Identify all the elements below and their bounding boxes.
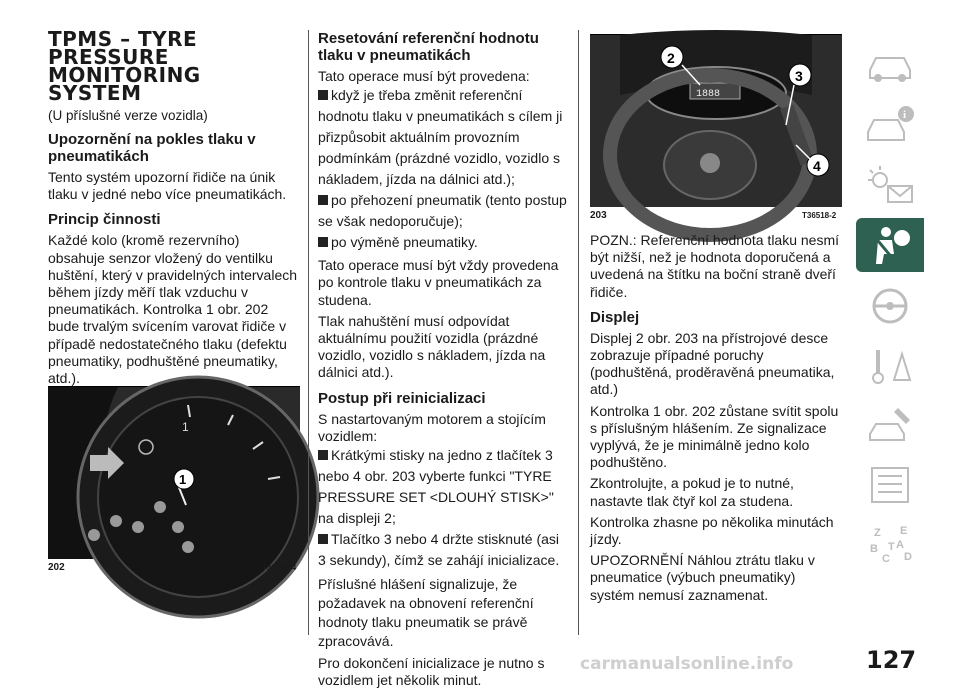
paragraph-principle: Každé kolo (kromě rezervního) obsahuje senzor vložený do ventilku huštění, který v pravidelných intervalech během jízdy měří tlak vzduchu v pneumatikách. Kontrolka 1 obr. 202 bude trvalým svícením varovat řidiče v případě nedostatečného tlaku (defektu pneumatiky, podhuštěné pneumatiky, atd.). [48,232,298,387]
figure-203-code: T36518-2 [802,211,837,220]
section-heading-warning: Upozornění na pokles tlaku v pneumatikách [48,131,256,165]
figure-202-instrument-cluster [48,386,300,558]
paragraph-note: POZN.: Referenční hodnota tlaku nesmí být nižší, než je hodnota doporučená a uvedená na štítku na boční straně dveří řidiče. [590,232,840,300]
car-icon [864,44,916,86]
paragraph-cold-check: Tato operace musí být vždy provedena po kontrole tlaku v pneumatikách za studena. [318,257,559,308]
paragraph-pressure-usage: Tlak nahuštění musí odpovídat aktuálnímu použití vozidla (prázdné vozidlo, vozidlo s nákladem, jízda na dálnici atd.). [318,312,546,381]
paragraph-check: Zkontrolujte, a pokud je to nutné, nastavte tlak čtyř kol za studena. [590,475,794,509]
svg-text:1888: 1888 [696,89,721,100]
paragraph-indicator: Kontrolka 1 obr. 202 zůstane svítit spolu s příslušným hlášením. Ze signalizace vyplývá, že je minimálně jedno kolo podhuštěno. [590,402,839,471]
cluster-illustration [48,387,300,559]
page-title: TPMS – TYRE PRESSURE MONITORING SYSTEM [48,27,201,105]
svg-text:A: A [896,539,904,551]
tab-maintenance-icon[interactable] [856,398,924,452]
figure-203-steering-wheel [590,34,842,206]
tab-steering-wheel-icon[interactable] [856,278,924,332]
svg-text:E: E [900,525,908,537]
section-heading-procedure: Postup při reinicializaci [318,389,486,407]
column-2 [318,30,568,689]
bullet-square-icon [318,450,328,460]
paragraph-start: S nastartovaným motorem a stojícím vozidlem: [318,410,546,444]
paragraph-operation: Tato operace musí být provedena: [318,68,530,84]
svg-text:D: D [904,551,912,563]
column-divider [578,30,579,635]
tab-emergency-tools-icon[interactable] [856,338,924,392]
chapter-tabs [856,38,926,578]
tab-car-icon[interactable] [856,38,924,92]
car-info-icon [864,104,916,146]
bullet-square-icon [318,534,328,544]
figure-203-caption: 203 [590,210,607,221]
figure-marker-4: 4 [813,158,821,174]
section-heading-reset: Resetování referenční hodnotu tlaku v pneumatikách [318,30,539,64]
paragraph-light-off: Kontrolka zhasne po několika minutách jízdy. [590,513,834,548]
svg-text:T: T [888,541,895,553]
paragraph-message: Příslušné hlášení signalizuje, že požadavek na obnovení referenční hodnoty tlaku pneumatik se právě zpracovává. [318,576,534,650]
bullet-item: Krátkými stisky na jedno z tlačítek 3 nebo 4 obr. 203 vyberte funkci "TYRE PRESSURE SET <DLOUHÝ STISK>" na displeji 2; [318,447,554,527]
column-3 [590,232,842,604]
bullet-item: když je třeba změnit referenční hodnotu tlaku v pneumatikách s cílem ji přizpůsobit aktuálním provozním podmínkám (prázdné vozidlo, vozidlo s nákladem, jízda na dálnici atd.); [318,87,563,188]
bullet-square-icon [318,195,328,205]
paragraph-display: Displej 2 obr. 203 na přístrojové desce zobrazuje případné poruchy (podhuštěná, proděravěná pneumatika, atd.) [590,329,835,398]
specs-icon [864,464,916,506]
steering-wheel-icon [864,284,916,326]
section-heading-principle: Princip činnosti [48,211,161,229]
tab-safety-airbag-icon[interactable] [856,218,924,272]
column-1 [48,27,300,387]
bullet-item: po přehození pneumatik (tento postup se však nedoporučuje); [318,192,567,230]
tab-car-info-icon[interactable] [856,98,924,152]
warning-lights-icon [864,164,916,206]
bullet-square-icon [318,90,328,100]
bullet-square-icon [318,237,328,247]
index-icon [864,524,916,566]
page-number: 127 [866,646,917,674]
paragraph-finish: Pro dokončení inicializace je nutno s vozidlem jet několik minut. [318,655,545,689]
steering-wheel-illustration [590,35,842,207]
subtitle: (U příslušné verze vozidla) [48,108,208,123]
svg-text:Z: Z [874,527,881,539]
safety-airbag-icon [864,224,916,266]
tab-specs-icon[interactable] [856,458,924,512]
bullet-item: po výměně pneumatiky. [318,232,568,253]
maintenance-icon [864,404,916,446]
figure-marker-3: 3 [795,68,803,84]
tab-warning-lights-icon[interactable] [856,158,924,212]
section-heading-display: Displej [590,308,640,326]
figure-marker-2: 2 [667,50,675,66]
tab-index-icon[interactable] [856,518,924,572]
svg-text:i: i [903,109,907,121]
svg-text:1: 1 [182,420,189,434]
bullet-item: Tlačítko 3 nebo 4 držte stisknuté (asi 3 sekundy), čímž se zahájí inicializace. [318,531,560,569]
watermark: carmanualsonline.info [580,654,794,674]
figure-202-code: T36504-4 [262,563,297,572]
svg-text:B: B [870,543,878,555]
emergency-tools-icon [864,344,916,386]
svg-text:C: C [882,553,890,565]
figure-marker-1: 1 [179,472,187,487]
paragraph-intro: Tento systém upozorní řidiče na únik tlaku v jedné nebo více pneumatikách. [48,169,287,203]
paragraph-warning: UPOZORNĚNÍ Náhlou ztrátu tlaku v pneumatice (výbuch pneumatiky) systém nemusí zaznamenat. [590,552,815,603]
column-divider [308,30,309,635]
figure-202-caption: 202 [48,562,65,573]
